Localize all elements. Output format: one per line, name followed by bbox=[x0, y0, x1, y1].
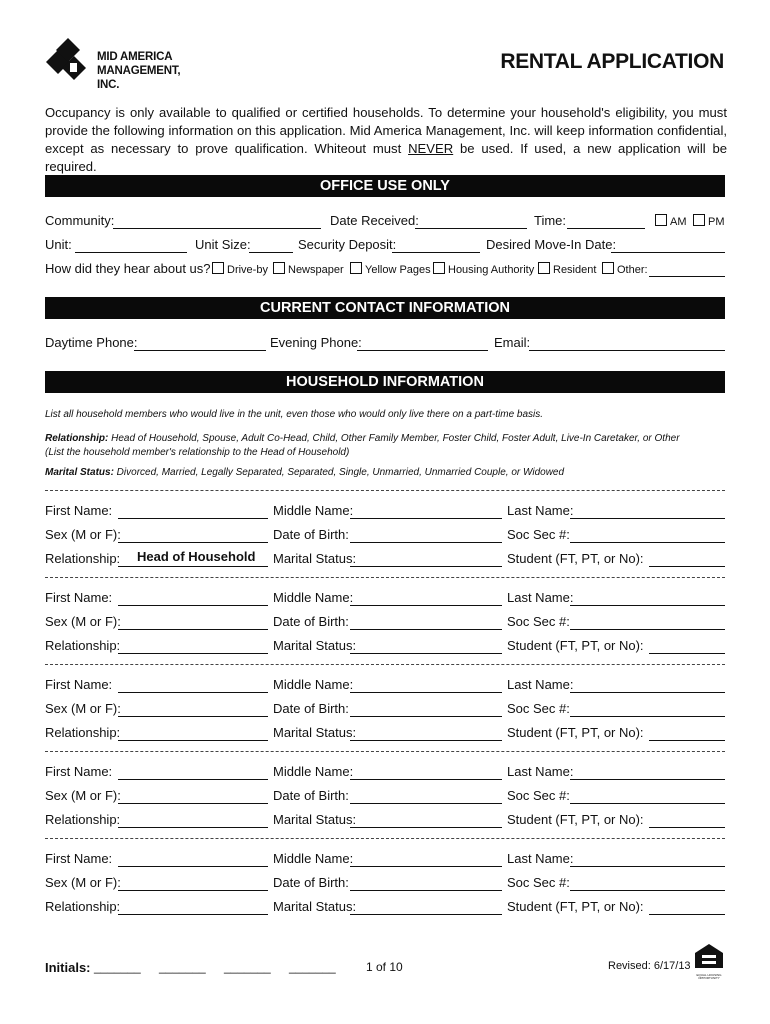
dob-label: Date of Birth: bbox=[273, 527, 349, 542]
marital-label: Marital Status: bbox=[273, 899, 357, 914]
logo-line-2: MANAGEMENT, INC. bbox=[97, 65, 181, 91]
office-row-1 bbox=[45, 212, 725, 232]
initials-label: Initials: bbox=[45, 960, 91, 975]
unit-size-label: Unit Size: bbox=[195, 237, 251, 252]
security-deposit-label: Security Deposit: bbox=[298, 237, 397, 252]
ssn-field[interactable] bbox=[570, 542, 725, 543]
rel-field[interactable] bbox=[118, 914, 268, 915]
dob-label: Date of Birth: bbox=[273, 875, 349, 890]
household-note: List all household members who would live in the unit, even those who would only live there on a part-time basis. bbox=[45, 409, 544, 420]
pm-checkbox[interactable] bbox=[693, 214, 705, 226]
revised-date: Revised: 6/17/13 bbox=[608, 960, 691, 972]
other-label: Other: bbox=[617, 264, 648, 276]
member-row bbox=[45, 637, 725, 657]
middle-label: Middle Name: bbox=[273, 851, 354, 866]
marital-field[interactable] bbox=[350, 827, 502, 828]
sex-label: Sex (M or F): bbox=[45, 875, 121, 890]
daytime-phone-label: Daytime Phone: bbox=[45, 335, 138, 350]
community-field[interactable] bbox=[113, 228, 321, 229]
intro-text-2: be used. If used, a new application will be required. bbox=[45, 141, 728, 174]
page-title: RENTAL APPLICATION bbox=[500, 50, 724, 73]
other-field[interactable] bbox=[649, 276, 725, 277]
resident-label: Resident bbox=[553, 264, 597, 276]
time-label: Time: bbox=[534, 213, 567, 228]
security-deposit-field[interactable] bbox=[392, 252, 480, 253]
marital-field[interactable] bbox=[350, 740, 502, 741]
middle-label: Middle Name: bbox=[273, 503, 354, 518]
middle-label: Middle Name: bbox=[273, 590, 354, 605]
office-use-header: OFFICE USE ONLY bbox=[45, 175, 725, 197]
sex-label: Sex (M or F): bbox=[45, 701, 121, 716]
member-row bbox=[45, 763, 725, 783]
rel-field[interactable] bbox=[118, 740, 268, 741]
rel-label: Relationship: bbox=[45, 899, 121, 914]
evening-phone-field[interactable] bbox=[357, 350, 488, 351]
dob-label: Date of Birth: bbox=[273, 701, 349, 716]
member-row bbox=[45, 589, 725, 609]
middle-field[interactable] bbox=[350, 692, 502, 693]
first-field[interactable] bbox=[118, 518, 268, 519]
sex-field[interactable] bbox=[118, 542, 268, 543]
dob-field[interactable] bbox=[350, 629, 502, 630]
ssn-label: Soc Sec #: bbox=[507, 875, 570, 890]
middle-field[interactable] bbox=[350, 518, 502, 519]
marital-guide-label: Marital Status: bbox=[45, 467, 114, 478]
middle-field[interactable] bbox=[350, 866, 502, 867]
member-row bbox=[45, 874, 725, 894]
page-number: 1 of 10 bbox=[366, 960, 403, 974]
student-field[interactable] bbox=[649, 740, 725, 741]
marital-field[interactable] bbox=[350, 653, 502, 654]
ssn-label: Soc Sec #: bbox=[507, 527, 570, 542]
relationship-guide-note: (List the household member's relationship to the Head of Household) bbox=[45, 447, 350, 458]
last-field[interactable] bbox=[570, 518, 725, 519]
middle-field[interactable] bbox=[350, 779, 502, 780]
unit-size-field[interactable] bbox=[249, 252, 293, 253]
rel-label: Relationship: bbox=[45, 725, 121, 740]
relationship-guide-label: Relationship: bbox=[45, 433, 109, 444]
student-label: Student (FT, PT, or No): bbox=[507, 812, 644, 827]
student-field[interactable] bbox=[649, 914, 725, 915]
first-field[interactable] bbox=[118, 779, 268, 780]
logo-line-1: MID AMERICA bbox=[97, 51, 173, 63]
housing-authority-checkbox[interactable] bbox=[433, 262, 445, 274]
last-field[interactable] bbox=[570, 779, 725, 780]
relationship-guide bbox=[45, 432, 680, 445]
contact-row bbox=[45, 334, 725, 354]
head-of-household-value: Head of Household bbox=[137, 549, 256, 564]
resident-checkbox[interactable] bbox=[538, 262, 550, 274]
community-label: Community: bbox=[45, 213, 115, 228]
intro-emphasis: NEVER bbox=[408, 141, 454, 156]
marital-label: Marital Status: bbox=[273, 812, 357, 827]
first-field[interactable] bbox=[118, 866, 268, 867]
dob-field[interactable] bbox=[350, 716, 502, 717]
drive-by-checkbox[interactable] bbox=[212, 262, 224, 274]
first-field[interactable] bbox=[118, 605, 268, 606]
yellow-pages-checkbox[interactable] bbox=[350, 262, 362, 274]
relationship-guide-text: Head of Household, Spouse, Adult Co-Head, Child, Other Family Member, Foster Child, Foster Adult, Live-In Caretaker, or Other bbox=[108, 433, 680, 444]
marital-guide-text: Divorced, Married, Legally Separated, Separated, Single, Unmarried, Unmarried Couple, or Widowed bbox=[113, 467, 565, 478]
intro-paragraph bbox=[45, 104, 727, 176]
student-label: Student (FT, PT, or No): bbox=[507, 551, 644, 566]
unit-field[interactable] bbox=[75, 252, 187, 253]
last-label: Last Name: bbox=[507, 677, 574, 692]
am-option[interactable] bbox=[655, 214, 687, 229]
move-in-field[interactable] bbox=[611, 252, 725, 253]
sex-label: Sex (M or F): bbox=[45, 527, 121, 542]
last-label: Last Name: bbox=[507, 764, 574, 779]
dob-field[interactable] bbox=[350, 542, 502, 543]
sex-label: Sex (M or F): bbox=[45, 788, 121, 803]
last-field[interactable] bbox=[570, 605, 725, 606]
member-row bbox=[45, 787, 725, 807]
middle-label: Middle Name: bbox=[273, 677, 354, 692]
marital-field[interactable] bbox=[350, 566, 502, 567]
newspaper-checkbox[interactable] bbox=[273, 262, 285, 274]
evening-phone-label: Evening Phone: bbox=[270, 335, 362, 350]
last-field[interactable] bbox=[570, 692, 725, 693]
sex-field[interactable] bbox=[118, 890, 268, 891]
newspaper-label: Newspaper bbox=[288, 264, 344, 276]
rel-label: Relationship: bbox=[45, 638, 121, 653]
ssn-label: Soc Sec #: bbox=[507, 788, 570, 803]
member-row bbox=[45, 676, 725, 696]
option-other[interactable] bbox=[602, 262, 648, 277]
sex-label: Sex (M or F): bbox=[45, 614, 121, 629]
sex-field[interactable] bbox=[118, 716, 268, 717]
marital-guide bbox=[45, 466, 564, 479]
sex-field[interactable] bbox=[118, 629, 268, 630]
first-label: First Name: bbox=[45, 503, 113, 518]
marital-label: Marital Status: bbox=[273, 725, 357, 740]
student-field[interactable] bbox=[649, 653, 725, 654]
member-row bbox=[45, 724, 725, 744]
ssn-label: Soc Sec #: bbox=[507, 701, 570, 716]
date-received-field[interactable] bbox=[415, 228, 527, 229]
student-field[interactable] bbox=[649, 827, 725, 828]
member-separator bbox=[45, 490, 725, 491]
first-field[interactable] bbox=[118, 692, 268, 693]
option-resident[interactable] bbox=[538, 262, 596, 277]
email-label: Email: bbox=[494, 335, 531, 350]
first-label: First Name: bbox=[45, 764, 113, 779]
daytime-phone-field[interactable] bbox=[134, 350, 266, 351]
sex-field[interactable] bbox=[118, 803, 268, 804]
move-in-label: Desired Move-In Date: bbox=[486, 237, 617, 252]
ssn-field[interactable] bbox=[570, 716, 725, 717]
rel-field[interactable] bbox=[118, 566, 268, 567]
initials-blank-2[interactable]: _______ bbox=[159, 960, 206, 974]
initials-blank-4[interactable]: _______ bbox=[289, 960, 336, 974]
drive-by-label: Drive-by bbox=[227, 264, 268, 276]
equal-housing-text: EQUAL HOUSING OPPORTUNITY bbox=[696, 973, 722, 980]
last-label: Last Name: bbox=[507, 851, 574, 866]
middle-label: Middle Name: bbox=[273, 764, 354, 779]
ssn-field[interactable] bbox=[570, 890, 725, 891]
rel-label: Relationship: bbox=[45, 551, 121, 566]
rel-field[interactable] bbox=[118, 653, 268, 654]
student-label: Student (FT, PT, or No): bbox=[507, 899, 644, 914]
member-row bbox=[45, 898, 725, 918]
office-row-2 bbox=[45, 236, 725, 256]
am-checkbox[interactable] bbox=[655, 214, 667, 226]
company-logo bbox=[44, 36, 204, 91]
am-label: AM bbox=[670, 216, 687, 228]
hear-about-label: How did they hear about us? bbox=[45, 261, 211, 276]
member-row bbox=[45, 502, 725, 522]
member-row bbox=[45, 850, 725, 870]
member-separator bbox=[45, 751, 725, 752]
marital-label: Marital Status: bbox=[273, 638, 357, 653]
equal-housing-logo bbox=[693, 943, 725, 980]
member-row bbox=[45, 811, 725, 831]
student-label: Student (FT, PT, or No): bbox=[507, 638, 644, 653]
member-row bbox=[45, 550, 725, 570]
member-separator bbox=[45, 577, 725, 578]
initials-blank-1[interactable]: _______ bbox=[94, 960, 141, 974]
yellow-pages-label: Yellow Pages bbox=[365, 264, 431, 276]
dob-label: Date of Birth: bbox=[273, 614, 349, 629]
email-field[interactable] bbox=[529, 350, 725, 351]
marital-label: Marital Status: bbox=[273, 551, 357, 566]
pm-label: PM bbox=[708, 216, 725, 228]
student-label: Student (FT, PT, or No): bbox=[507, 725, 644, 740]
pm-option[interactable] bbox=[693, 214, 725, 229]
last-field[interactable] bbox=[570, 866, 725, 867]
date-received-label: Date Received: bbox=[330, 213, 419, 228]
ssn-field[interactable] bbox=[570, 803, 725, 804]
ssn-field[interactable] bbox=[570, 629, 725, 630]
rel-field[interactable] bbox=[118, 827, 268, 828]
time-field[interactable] bbox=[567, 228, 645, 229]
ssn-label: Soc Sec #: bbox=[507, 614, 570, 629]
option-newspaper[interactable] bbox=[273, 262, 344, 277]
last-label: Last Name: bbox=[507, 590, 574, 605]
first-label: First Name: bbox=[45, 677, 113, 692]
first-label: First Name: bbox=[45, 590, 113, 605]
logo-mark-icon bbox=[44, 36, 96, 86]
intro-text-1: Occupancy is only available to qualified or certified households. To determine your household's eligibility, you must provide the following information on this application. Mid America Management, Inc. will keep information confidential, except as necessary to prove qualification. Whiteout must bbox=[45, 105, 727, 156]
initials-blank-3[interactable]: _______ bbox=[224, 960, 271, 974]
dob-label: Date of Birth: bbox=[273, 788, 349, 803]
rel-label: Relationship: bbox=[45, 812, 121, 827]
equal-housing-icon bbox=[693, 943, 725, 969]
student-field[interactable] bbox=[649, 566, 725, 567]
other-checkbox[interactable] bbox=[602, 262, 614, 274]
unit-label: Unit: bbox=[45, 237, 72, 252]
member-separator bbox=[45, 664, 725, 665]
last-label: Last Name: bbox=[507, 503, 574, 518]
member-row bbox=[45, 526, 725, 546]
member-separator bbox=[45, 838, 725, 839]
contact-header: CURRENT CONTACT INFORMATION bbox=[45, 297, 725, 319]
housing-authority-label: Housing Authority bbox=[448, 264, 535, 276]
option-housing-authority[interactable] bbox=[433, 262, 534, 277]
marital-field[interactable] bbox=[350, 914, 502, 915]
dob-field[interactable] bbox=[350, 890, 502, 891]
member-row bbox=[45, 613, 725, 633]
household-header: HOUSEHOLD INFORMATION bbox=[45, 371, 725, 393]
dob-field[interactable] bbox=[350, 803, 502, 804]
member-row bbox=[45, 700, 725, 720]
option-drive-by[interactable] bbox=[212, 262, 268, 277]
middle-field[interactable] bbox=[350, 605, 502, 606]
office-row-3 bbox=[45, 260, 725, 280]
option-yellow-pages[interactable] bbox=[350, 262, 431, 277]
first-label: First Name: bbox=[45, 851, 113, 866]
